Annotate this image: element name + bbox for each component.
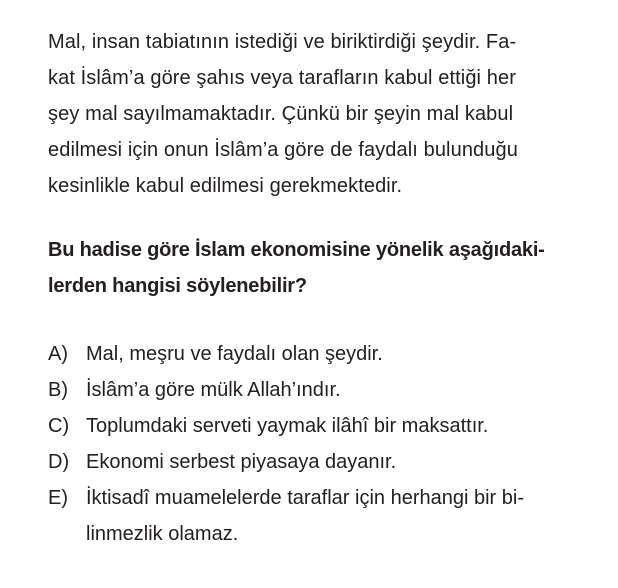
option-e[interactable] [48,480,598,552]
option-line: Toplumdaki serveti yaymak ilâhî bir maksattır. [86,415,489,437]
passage-line: edilmesi için onun İslâm’a göre de faydalı bulunduğu [48,139,518,161]
question-line: lerden hangisi söylenebilir? [48,275,307,297]
option-a[interactable] [48,336,598,372]
option-c[interactable] [48,408,598,444]
option-letter: C) [48,415,70,437]
passage-line: kat İslâm’a göre şahıs veya tarafların kabul ettiği her [48,67,516,89]
passage [48,24,598,204]
option-text [86,444,396,480]
option-b[interactable] [48,372,598,408]
option-letter: E) [48,487,68,509]
option-text [86,480,524,552]
question-line: Bu hadise göre İslam ekonomisine yönelik aşağıdaki- [48,239,545,261]
option-line: Ekonomi serbest piyasaya dayanır. [86,451,397,473]
passage-line: Mal, insan tabiatının istediği ve biriktirdiği şeydir. Fa- [48,31,517,53]
question-stem [48,232,598,304]
option-text [86,336,383,372]
option-text [86,408,488,444]
option-line: İktisadî muamelelerde taraflar için herhangi bir bi- [86,487,524,509]
option-line: İslâm’a göre mülk Allah’ındır. [86,379,341,401]
option-line: linmezlik olamaz. [86,523,239,545]
option-line: Mal, meşru ve faydalı olan şeydir. [86,343,383,365]
option-letter: B) [48,379,68,401]
passage-line: şey mal sayılmamaktadır. Çünkü bir şeyin mal kabul [48,103,514,125]
option-letter: D) [48,451,70,473]
option-letter: A) [48,343,68,365]
option-d[interactable] [48,444,598,480]
answer-options [48,336,598,552]
option-text [86,372,341,408]
passage-line: kesinlikle kabul edilmesi gerekmektedir. [48,175,403,197]
